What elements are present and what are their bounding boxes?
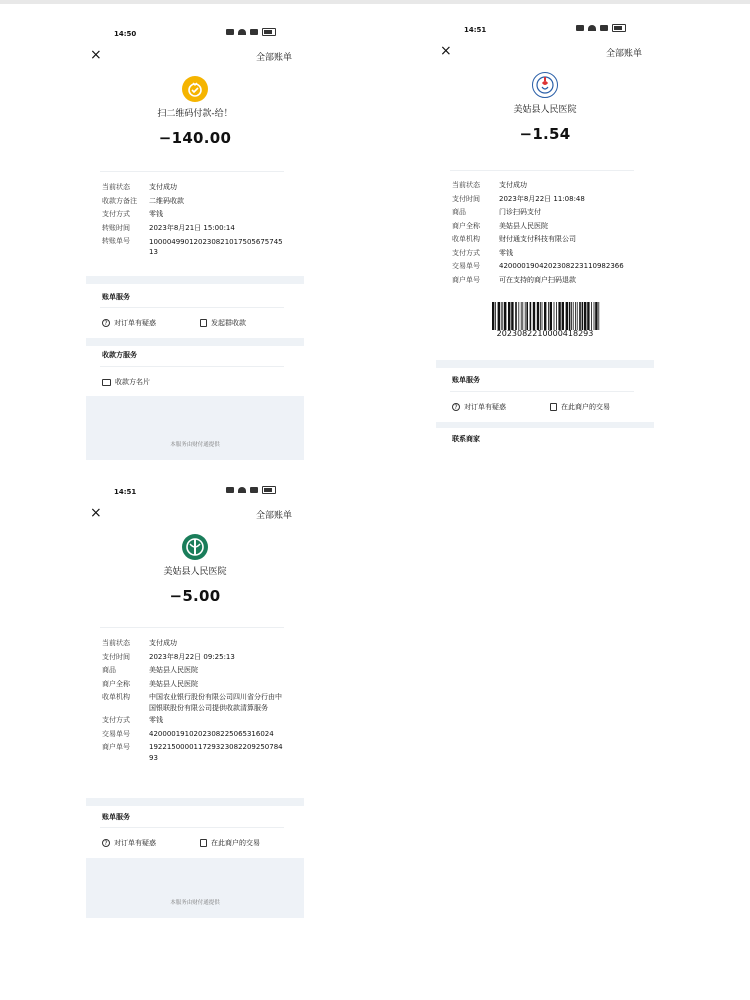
divider xyxy=(100,827,284,828)
close-icon[interactable]: × xyxy=(90,47,102,63)
detail-value: 财付通支付科技有限公司 xyxy=(499,235,576,243)
detail-label: 支付方式 xyxy=(102,210,130,218)
barcode-bar xyxy=(542,302,543,330)
barcode-bar xyxy=(587,302,589,330)
section-band xyxy=(86,798,304,806)
merchant-transactions-button[interactable] xyxy=(550,402,610,412)
detail-row xyxy=(452,233,644,247)
detail-row xyxy=(102,691,286,714)
hospital-logo-icon xyxy=(532,72,558,98)
barcode-bar xyxy=(501,302,502,330)
detail-row xyxy=(102,235,286,257)
barcode-bar xyxy=(544,302,546,330)
detail-row xyxy=(102,222,286,236)
nfc-icon xyxy=(576,25,584,31)
detail-label: 商品 xyxy=(102,666,116,674)
detail-row xyxy=(102,714,286,728)
section-band xyxy=(436,422,654,428)
barcode-bar xyxy=(591,302,592,330)
barcode-bar xyxy=(537,302,539,330)
payment-header xyxy=(86,534,304,605)
barcode-bar xyxy=(525,302,526,330)
detail-row xyxy=(102,741,286,764)
order-question-button[interactable] xyxy=(102,838,156,848)
detail-value: 门诊扫码支付 xyxy=(499,208,541,216)
barcode-bar xyxy=(526,302,528,330)
detail-value[interactable]: 10000499012023082101750567574513 xyxy=(149,238,283,256)
barcode-bar xyxy=(577,302,578,330)
detail-value: 4200001910202308225065316024 xyxy=(149,729,274,738)
wechat-pay-logo-icon xyxy=(182,76,208,102)
nfc-icon xyxy=(226,29,234,35)
close-icon[interactable]: × xyxy=(440,43,452,59)
bill-screen-2 xyxy=(436,20,654,460)
barcode-bar xyxy=(566,302,568,330)
barcode-bar xyxy=(575,302,576,330)
barcode-bar xyxy=(569,302,571,330)
signal-icon xyxy=(250,29,258,35)
payee-card-button[interactable] xyxy=(102,377,150,387)
bill-services-title: 账单服务 xyxy=(452,376,480,384)
order-question-button[interactable] xyxy=(452,402,506,412)
merchant-name: 美姑县人民医院 xyxy=(513,105,577,115)
barcode-bar xyxy=(550,302,552,330)
detail-row xyxy=(102,208,286,222)
detail-row xyxy=(102,728,286,742)
detail-label: 商户单号 xyxy=(452,275,480,284)
contact-merchant-title[interactable]: 联系商家 xyxy=(452,435,480,443)
merchant-name: 美姑县人民医院 xyxy=(163,567,227,577)
merchant-transactions-button[interactable] xyxy=(200,838,260,848)
detail-row xyxy=(102,678,286,692)
detail-label: 当前状态 xyxy=(102,639,130,647)
barcode-bar xyxy=(595,302,597,330)
detail-row xyxy=(452,274,644,288)
detail-label: 转账时间 xyxy=(102,223,130,232)
detail-label: 支付方式 xyxy=(102,716,130,724)
document-icon xyxy=(550,403,557,411)
nav-bar xyxy=(86,500,304,528)
detail-value: 可在支持的商户扫码退款 xyxy=(499,275,576,284)
section-band xyxy=(86,338,304,346)
detail-label: 支付方式 xyxy=(452,248,480,257)
detail-label: 收款方备注 xyxy=(102,196,137,205)
barcode-bar xyxy=(530,302,532,330)
business-card-icon xyxy=(102,379,111,386)
detail-row xyxy=(452,193,644,207)
detail-label: 当前状态 xyxy=(452,181,480,189)
nav-title[interactable]: 全部账单 xyxy=(605,49,642,59)
barcode-bar xyxy=(558,302,560,330)
barcode xyxy=(492,302,602,330)
detail-row xyxy=(452,247,644,261)
status-icons xyxy=(226,28,276,36)
close-icon[interactable]: × xyxy=(90,505,102,521)
detail-label: 商户全称 xyxy=(102,679,130,688)
barcode-bar xyxy=(579,302,581,330)
detail-value: 支付成功 xyxy=(149,183,177,191)
detail-row xyxy=(102,181,286,195)
detail-label: 当前状态 xyxy=(102,183,130,191)
barcode-number: 2023082210000418293 xyxy=(496,329,594,338)
barcode-bar xyxy=(492,302,494,330)
abc-bank-logo-icon xyxy=(182,534,208,560)
detail-value: 零钱 xyxy=(499,248,513,257)
nfc-icon xyxy=(226,487,234,493)
status-bar xyxy=(86,24,304,44)
payee-card-label: 收款方名片 xyxy=(115,378,150,386)
barcode-bar xyxy=(533,302,535,330)
barcode-bar xyxy=(594,302,595,330)
nav-bar xyxy=(436,38,654,66)
detail-label: 交易单号 xyxy=(452,262,480,270)
barcode-bar xyxy=(554,302,555,330)
barcode-bar xyxy=(562,302,564,330)
order-question-button[interactable] xyxy=(102,318,156,328)
footer-note: 本服务由财付通提供 xyxy=(170,442,220,448)
order-question-label: 对订单有疑惑 xyxy=(464,403,506,411)
barcode-bar xyxy=(548,302,549,330)
status-bar xyxy=(86,482,304,502)
barcode-bar xyxy=(522,302,523,330)
scan-edge xyxy=(0,0,750,4)
divider xyxy=(100,366,284,367)
detail-value: 19221500001172932308220925078493 xyxy=(149,743,283,762)
divider xyxy=(100,307,284,308)
wifi-icon xyxy=(238,487,246,493)
detail-label: 商户单号 xyxy=(102,743,130,751)
barcode-bar xyxy=(582,302,584,330)
detail-row xyxy=(452,206,644,220)
group-collect-label: 发起群收款 xyxy=(211,319,246,327)
detail-row xyxy=(102,651,286,665)
barcode-bar xyxy=(504,302,506,330)
detail-row xyxy=(452,179,644,193)
status-bar xyxy=(436,20,654,40)
bill-services-title: 账单服务 xyxy=(102,293,130,301)
question-icon: ? xyxy=(102,839,110,847)
merchant-transactions-label: 在此商户的交易 xyxy=(211,839,260,847)
status-icons xyxy=(226,486,276,494)
detail-row xyxy=(102,637,286,651)
question-icon: ? xyxy=(452,403,460,411)
bill-services-title: 账单服务 xyxy=(102,813,130,821)
bill-screen-3 xyxy=(86,482,304,918)
detail-label: 交易单号 xyxy=(102,729,130,738)
barcode-bar xyxy=(540,302,541,330)
battery-icon xyxy=(612,24,626,32)
detail-row xyxy=(102,195,286,209)
detail-value: 美姑县人民医院 xyxy=(499,221,548,230)
signal-icon xyxy=(250,487,258,493)
bill-screen-1 xyxy=(86,24,304,464)
detail-label: 支付时间 xyxy=(452,194,480,203)
footer-area xyxy=(86,396,304,460)
detail-value: 2023年8月22日 09:25:13 xyxy=(149,652,235,661)
detail-value: 美姑县人民医院 xyxy=(149,679,198,688)
details-list xyxy=(102,637,286,764)
group-collect-button[interactable] xyxy=(200,318,246,328)
status-time: 14:51 xyxy=(464,26,487,34)
divider xyxy=(100,627,284,628)
payment-amount: −1.54 xyxy=(519,125,571,143)
nav-bar xyxy=(86,42,304,70)
payment-amount: −5.00 xyxy=(169,587,221,605)
barcode-bar xyxy=(515,302,517,330)
status-time: 14:51 xyxy=(114,488,137,496)
question-icon: ? xyxy=(102,319,110,327)
detail-value: 二维码收款 xyxy=(149,196,184,205)
detail-row xyxy=(452,220,644,234)
nav-title[interactable]: 全部账单 xyxy=(255,53,292,63)
barcode-bar xyxy=(502,302,503,330)
details-list xyxy=(102,181,286,257)
barcode-bar xyxy=(584,302,586,330)
payment-header xyxy=(86,76,304,147)
detail-label: 收单机构 xyxy=(102,693,130,701)
wifi-icon xyxy=(238,29,246,35)
detail-value: 美姑县人民医院 xyxy=(149,666,198,674)
detail-value: 4200001904202308223110982366 xyxy=(499,262,624,270)
detail-value: 支付成功 xyxy=(149,639,177,647)
barcode-bar xyxy=(556,302,557,330)
nav-title[interactable]: 全部账单 xyxy=(255,511,292,521)
detail-value: 2023年8月22日 11:08:48 xyxy=(499,194,585,203)
order-question-label: 对订单有疑惑 xyxy=(114,839,156,847)
detail-value: 2023年8月21日 15:00:14 xyxy=(149,223,235,232)
divider xyxy=(450,391,634,392)
barcode-bar xyxy=(511,302,513,330)
divider xyxy=(450,170,634,171)
section-band xyxy=(86,276,304,284)
merchant-name: 扫二维码付款-给！ xyxy=(157,109,233,119)
status-icons xyxy=(576,24,626,32)
detail-label: 商品 xyxy=(452,208,466,216)
payee-services-title: 收款方服务 xyxy=(102,351,137,359)
document-icon xyxy=(200,319,207,327)
detail-value: 零钱 xyxy=(149,716,163,724)
divider xyxy=(100,171,284,172)
section-band xyxy=(436,360,654,368)
barcode-bar xyxy=(571,302,572,330)
signal-icon xyxy=(600,25,608,31)
barcode-bar xyxy=(518,302,519,330)
detail-label: 支付时间 xyxy=(102,652,130,661)
order-question-label: 对订单有疑惑 xyxy=(114,319,156,327)
details-list xyxy=(452,179,644,287)
merchant-transactions-label: 在此商户的交易 xyxy=(561,403,610,411)
status-time: 14:50 xyxy=(114,30,137,38)
barcode-bar xyxy=(495,302,496,330)
barcode-bar xyxy=(598,302,599,330)
barcode-bar xyxy=(498,302,500,330)
wifi-icon xyxy=(588,25,596,31)
detail-label: 收单机构 xyxy=(452,235,480,243)
document-icon xyxy=(200,839,207,847)
footer-note: 本服务由财付通提供 xyxy=(170,900,220,906)
barcode-bar xyxy=(573,302,574,330)
battery-icon xyxy=(262,28,276,36)
detail-row xyxy=(452,260,644,274)
payment-amount: −140.00 xyxy=(158,129,232,147)
detail-label: 商户全称 xyxy=(452,221,480,230)
detail-row xyxy=(102,664,286,678)
barcode-bar xyxy=(508,302,510,330)
detail-value: 中国农业银行股份有限公司四川省分行由中国银联股份有限公司提供收款清算服务 xyxy=(149,693,282,712)
footer-area xyxy=(86,858,304,918)
battery-icon xyxy=(262,486,276,494)
payment-header xyxy=(436,72,654,143)
detail-value: 支付成功 xyxy=(499,181,527,189)
detail-label: 转账单号 xyxy=(102,237,130,245)
barcode-bar xyxy=(521,302,522,330)
detail-value: 零钱 xyxy=(149,210,163,218)
